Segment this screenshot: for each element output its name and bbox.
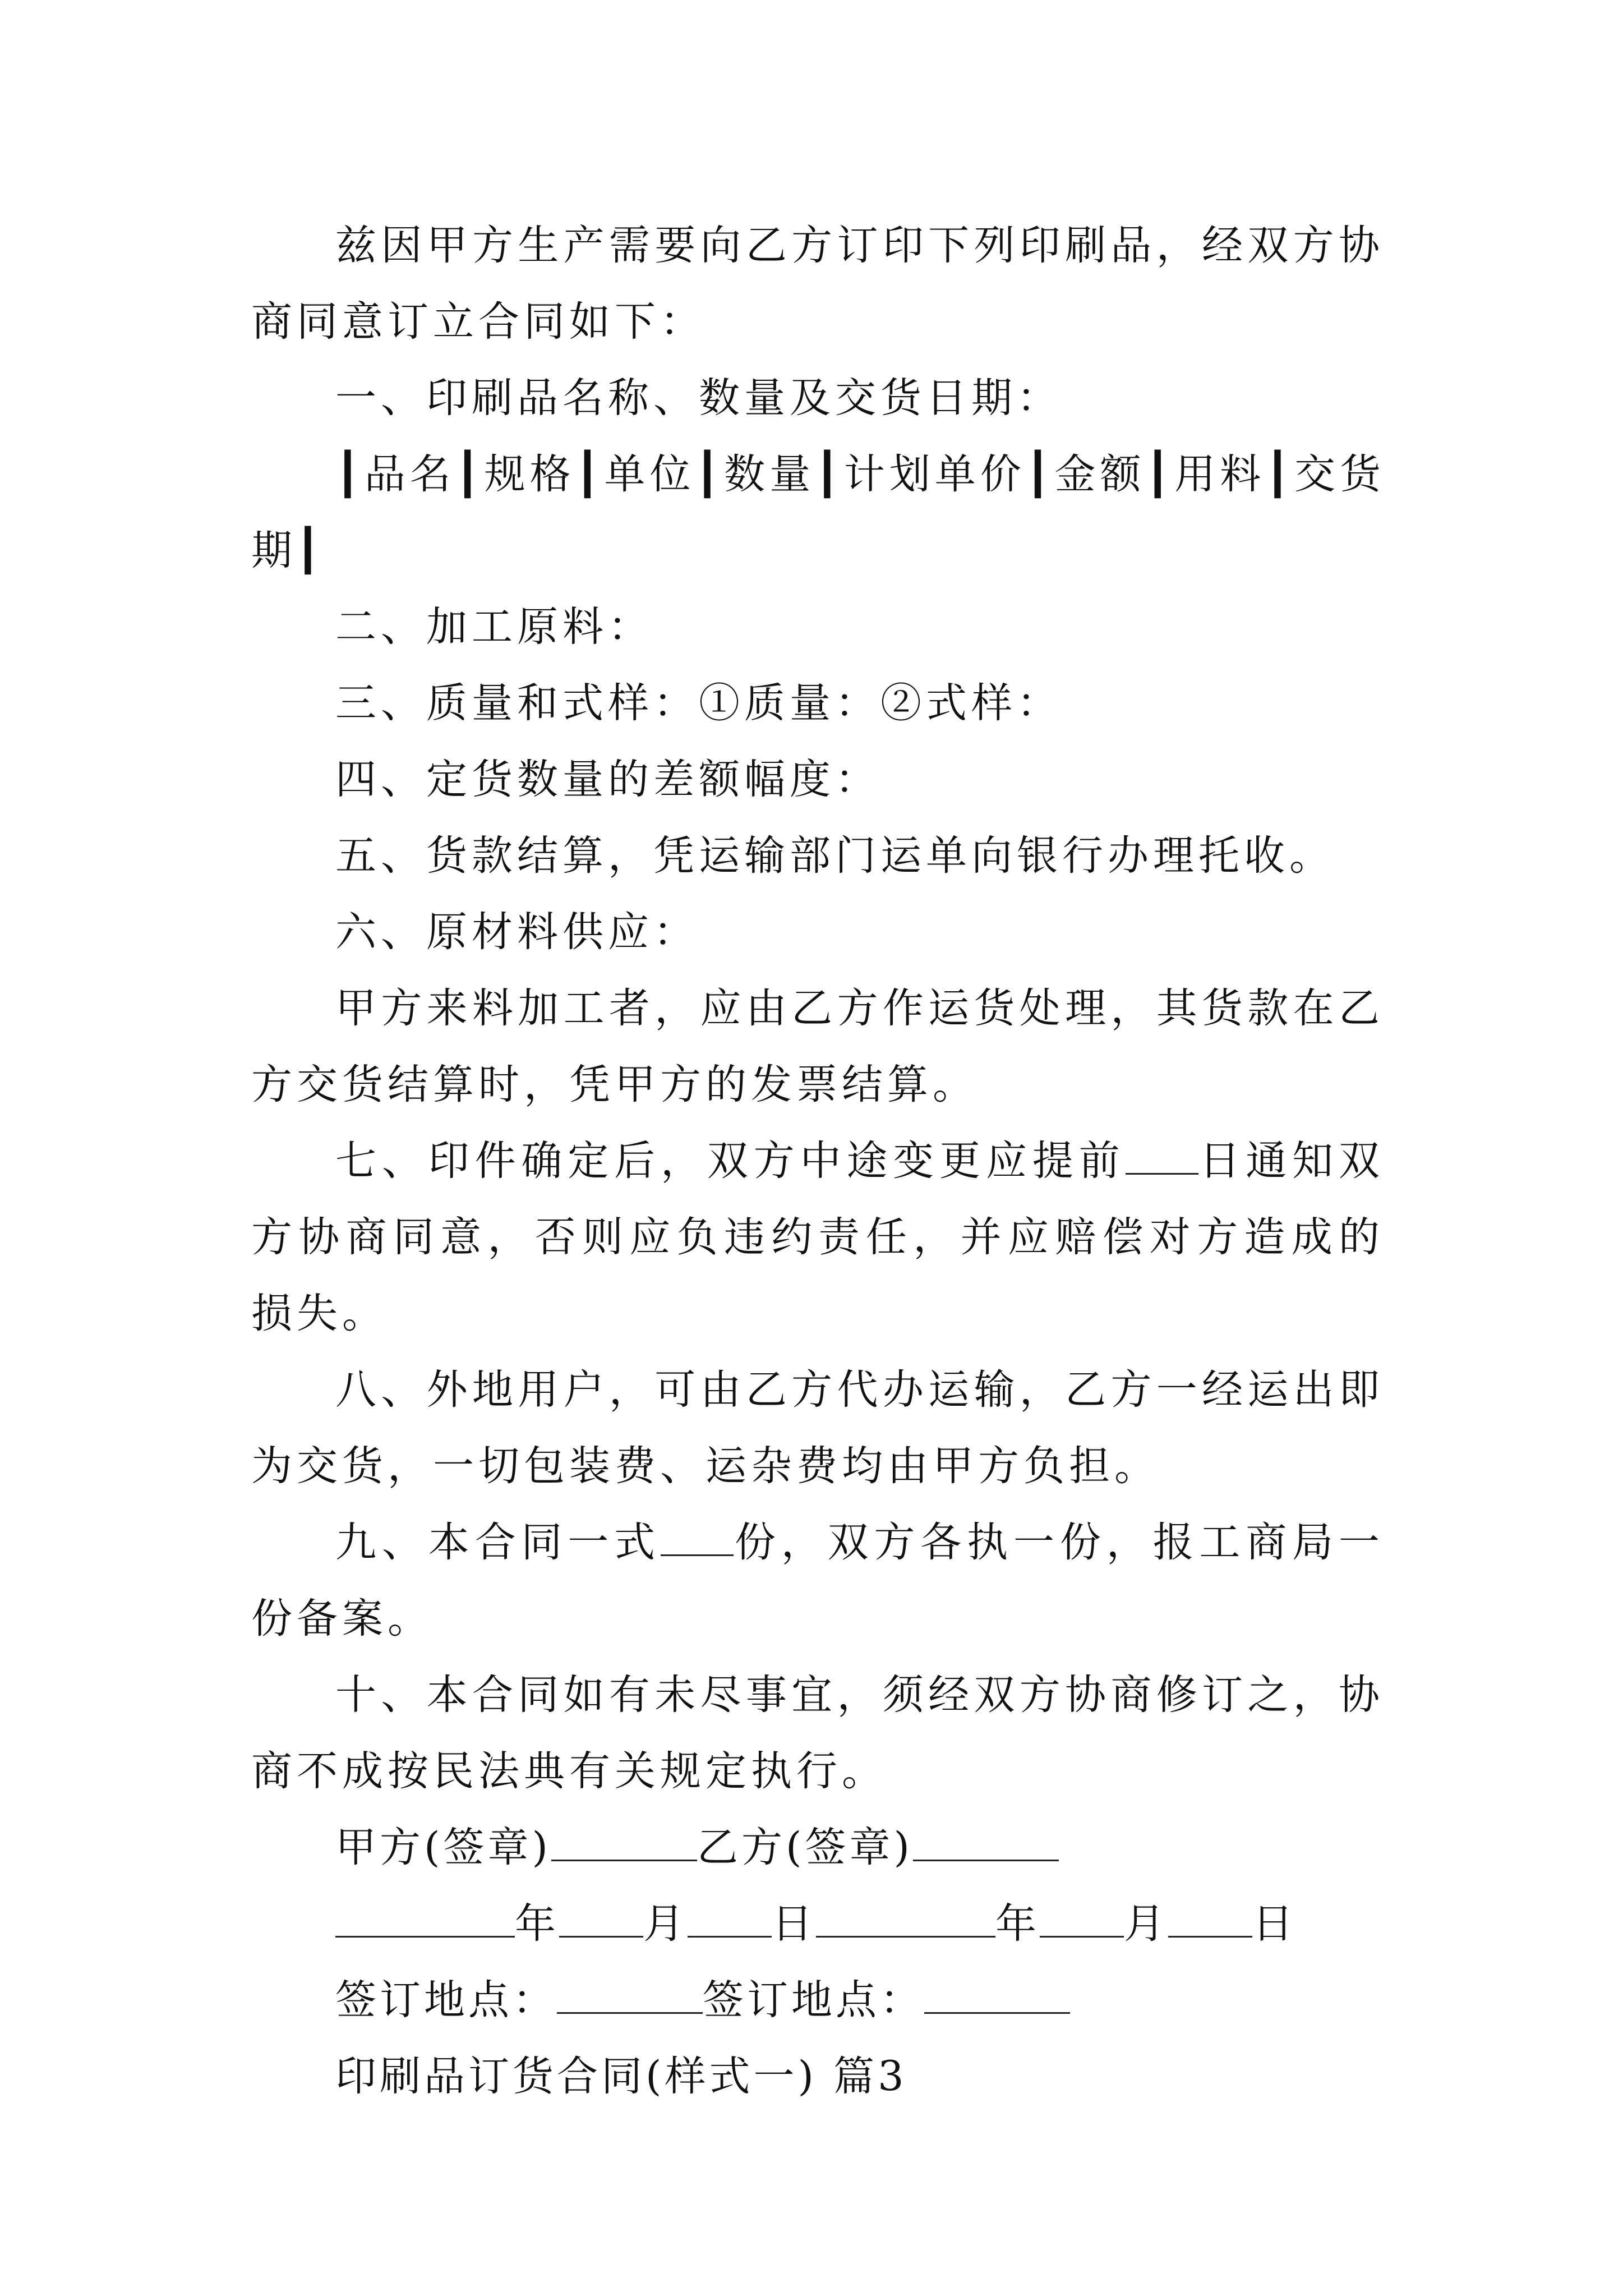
party-a-month-blank[interactable] xyxy=(559,1900,643,1938)
clause-1-heading: 一、印刷品名称、数量及交货日期： xyxy=(335,374,1062,422)
clause-6-heading: 六、原材料供应： xyxy=(335,908,699,956)
party-a-year-blank[interactable] xyxy=(335,1900,515,1938)
clause-10: 十、本合同如有未尽事宜，须经双方协商修订之，协商不成按民法典有关规定执行。 xyxy=(251,1671,1384,1795)
clause-7-text-before: 七、印件确定后，双方中途变更应提前 xyxy=(335,1137,1126,1185)
party-b-day-blank[interactable] xyxy=(1168,1900,1252,1938)
clause-5: 五、货款结算，凭运输部门运单向银行办理托收。 xyxy=(335,832,1335,880)
party-a-day-blank[interactable] xyxy=(688,1900,772,1938)
clause-6-body: 甲方来料加工者，应由乙方作运货处理，其货款在乙方交货结算时，凭甲方的发票结算。 xyxy=(251,984,1384,1108)
notice-days-blank[interactable] xyxy=(1126,1137,1198,1175)
place-a-label: 签订地点： xyxy=(335,1976,557,2024)
contract-body xyxy=(251,208,1384,2115)
clause-3: 三、质量和式样：①质量：②式样： xyxy=(335,679,1062,727)
clause-4: 四、定货数量的差额幅度： xyxy=(335,756,880,803)
month-label-a: 月 xyxy=(643,1900,688,1948)
clause-2: 二、加工原料： xyxy=(335,603,653,651)
clause-8: 八、外地用户，可由乙方代办运输，乙方一经运出即为交货，一切包装费、运杂费均由甲方负担。 xyxy=(251,1366,1384,1490)
party-a-label: 甲方(签章) xyxy=(335,1824,551,1871)
place-b-label: 签订地点： xyxy=(703,1976,924,2024)
signature-line xyxy=(251,1810,1384,1886)
party-b-month-blank[interactable] xyxy=(1040,1900,1124,1938)
party-b-signature-blank[interactable] xyxy=(913,1824,1059,1861)
clause-9-text-before: 九、本合同一式 xyxy=(335,1519,661,1566)
clause-7-text-after: 日通知双方协商同意，否则应负违约责任，并应赔偿对方造成的损失。 xyxy=(251,1137,1385,1337)
date-line xyxy=(251,1886,1384,1962)
item-table-header: ┃品名┃规格┃单位┃数量┃计划单价┃金额┃用料┃交货期┃ xyxy=(251,450,1384,574)
year-label-a: 年 xyxy=(515,1900,559,1948)
place-line xyxy=(251,1962,1384,2039)
year-label-b: 年 xyxy=(995,1900,1040,1948)
place-b-blank[interactable] xyxy=(924,1976,1070,2014)
clause-9-text-after: 份，双方各执一份，报工商局一份备案。 xyxy=(251,1519,1384,1642)
clause-7 xyxy=(251,1123,1384,1352)
place-a-blank[interactable] xyxy=(557,1976,703,2014)
party-b-label: 乙方(签章) xyxy=(697,1824,913,1871)
day-label-a: 日 xyxy=(772,1900,816,1948)
next-section-title: 印刷品订货合同(样式一) 篇3 xyxy=(335,2053,907,2100)
copies-blank[interactable] xyxy=(661,1519,734,1556)
day-label-b: 日 xyxy=(1252,1900,1297,1948)
month-label-b: 月 xyxy=(1124,1900,1168,1948)
intro-paragraph: 兹因甲方生产需要向乙方订印下列印刷品，经双方协商同意订立合同如下： xyxy=(251,222,1384,346)
party-a-signature-blank[interactable] xyxy=(551,1824,697,1861)
clause-9 xyxy=(251,1504,1384,1657)
party-b-year-blank[interactable] xyxy=(816,1900,995,1938)
